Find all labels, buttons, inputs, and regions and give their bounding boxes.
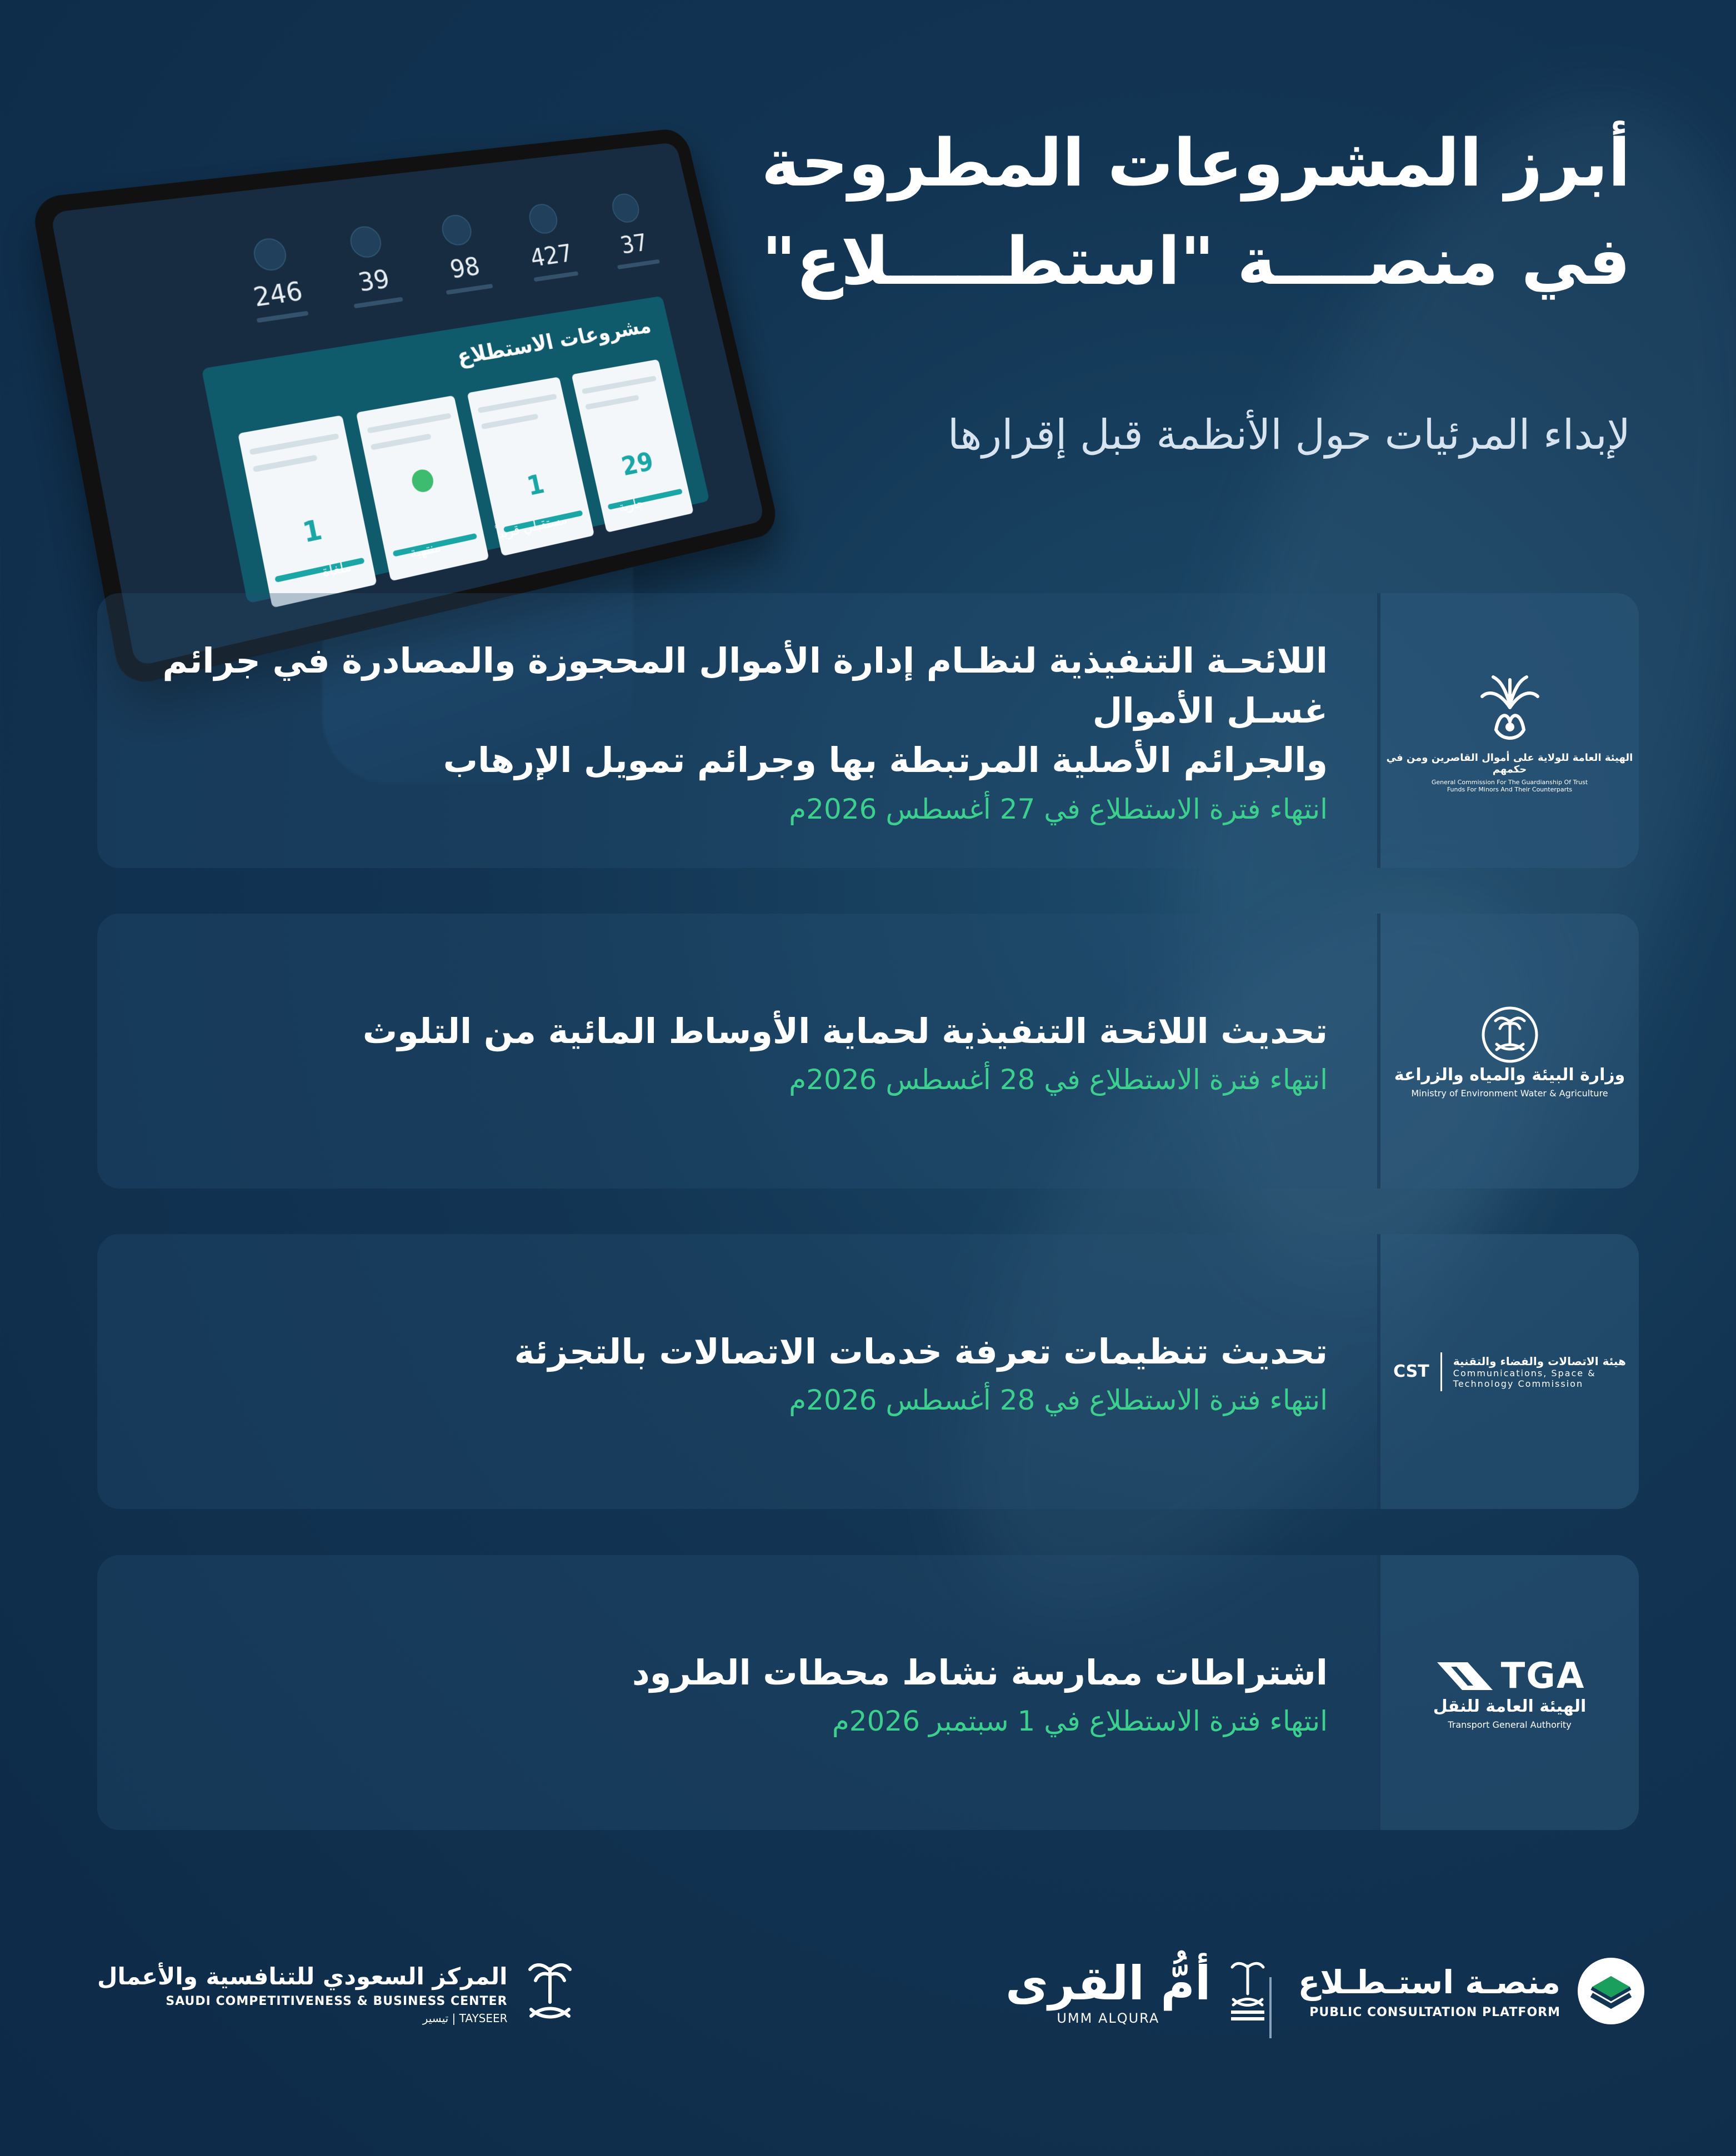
logo-english-name: General Commission For The Guardianship Of Trust Funds For Minors And Their Counterparts [1431,778,1588,793]
project-card-money-laundering[interactable] [97,593,1639,868]
card-text-area [106,1234,1328,1509]
footer-umm-alqura-logo [1005,1955,1270,2027]
logo-english-name: Ministry of Environment Water & Agriculture [1411,1087,1608,1099]
center-name-english: SAUDI COMPETITIVENESS & BUSINESS CENTER [166,1994,508,2008]
card-text-area [106,593,1328,868]
cst-logo-mark: CST [1393,1362,1429,1381]
stat-item [426,212,497,295]
center-tayseer-label: TAYSEER | تيسير [422,2012,508,2025]
center-logo-text [97,1963,508,2025]
stat-item [598,190,664,270]
page-title [742,114,1630,310]
card-title-line-2: والجرائم الأصلية المرتبطة بها وجرائم تمويل الإرهاب [443,740,1328,781]
footer-competitiveness-center-logo [97,1955,578,2033]
stat-icon [609,192,642,224]
tablet-screen [51,142,765,666]
stat-number: 39 [356,264,392,298]
page-title-line-2: في منصــــة "استطـــــلاع" [762,223,1630,299]
card-deadline: انتهاء فترة الاستطلاع في 28 أغسطس 2026م [789,1384,1328,1417]
card-title: تحديث تنظيمات تعرفة خدمات الاتصالات بالتجزئة [514,1331,1328,1372]
stat-item [237,235,313,324]
logo-arabic-name: هيئة الاتصالات والفضاء والتقنية [1453,1354,1626,1368]
card-deadline: انتهاء فترة الاستطلاع في 27 أغسطس 2026م [789,793,1328,826]
stats-row [237,190,664,323]
tab-upcoming[interactable]: مستقبلي قريباً [494,512,568,542]
saudi-emblem-icon [1225,1955,1270,2027]
environment-ministry-logo [1394,1004,1625,1099]
page-title-line-1: أبرز المشروعات المطروحة [761,124,1630,201]
stat-number: 427 [527,239,576,273]
umm-alqura-arabic: أمُّ القرى [1005,1956,1211,2010]
card-title: تحديث اللائحة التنفيذية لحماية الأوساط المائية من التلوث [362,1010,1328,1051]
platform-logo-text [1298,1963,1560,2019]
card-deadline: انتهاء فترة الاستطلاع في 1 سبتمبر 2026م [832,1705,1328,1738]
project-card[interactable] [238,415,377,608]
card-text-area [106,914,1328,1189]
stat-icon [526,202,560,235]
tga-logo-row [1434,1656,1585,1697]
tga-logo-icon [1433,1656,1587,1730]
project-card-number: 1 [524,468,547,502]
platform-emblem-icon [1575,1955,1647,2027]
footer-platform-logo [1298,1955,1647,2027]
stat-caption [446,284,493,295]
guardianship-commission-logo [1380,669,1639,793]
platform-name-english: PUBLIC CONSULTATION PLATFORM [1309,2005,1560,2019]
stat-icon [439,213,474,247]
project-card-number: 29 [618,446,657,482]
palm-swords-emblem-icon [1477,1004,1543,1065]
card-logo-area [1377,1555,1639,1830]
tab-cancelled[interactable]: ملغاة [321,558,353,581]
umm-alqura-text [1005,1956,1211,2026]
tga-logo-mark: TGA [1500,1655,1585,1697]
stat-icon [251,237,289,273]
platform-name-arabic: منصـة استـطـلاع [1298,1963,1560,2001]
stat-caption [257,311,309,323]
card-deadline: انتهاء فترة الاستطلاع في 28 أغسطس 2026م [789,1064,1328,1096]
stat-number: 37 [617,228,651,259]
project-card-water-pollution[interactable] [97,914,1639,1189]
leaf-icon [410,468,436,494]
project-card-number: 1 [299,513,325,550]
project-card-parcel-stations[interactable] [97,1555,1639,1830]
tab-ended[interactable]: منتهية [408,539,442,561]
card-text-area [106,1555,1328,1830]
tab-ongoing[interactable]: جارية [617,495,646,515]
palm-swords-logo-icon [522,1955,578,2033]
stat-item [514,201,582,283]
stat-number: 246 [251,275,306,313]
stat-caption [534,271,579,282]
stat-caption [354,297,403,309]
projects-panel [202,296,710,604]
projects-panel-title: مشروعات الاستطلاع [454,313,653,370]
stat-number: 98 [447,252,483,284]
logo-arabic-name: وزارة البيئة والمياه والزراعة [1394,1065,1625,1085]
project-card-telecom-tariff[interactable] [97,1234,1639,1509]
cst-logo-icon [1393,1352,1626,1391]
palm-crest-icon [1477,669,1543,752]
card-logo-area [1377,593,1639,868]
stat-item [334,223,407,309]
logo-divider [1440,1352,1442,1391]
card-logo-area [1377,1234,1639,1509]
umm-alqura-english: UMM ALQURA [1057,2010,1160,2026]
logo-english-name: Communications, Space & Technology Commission [1453,1367,1596,1389]
page-subtitle: لإبداء المرئيات حول الأنظمة قبل إقرارها [947,411,1630,459]
center-name-arabic: المركز السعودي للتنافسية والأعمال [97,1963,508,1990]
cst-logo-texts [1453,1355,1626,1389]
card-title-line-1: اللائحـة التنفيذية لنظـام إدارة الأموال المحجوزة والمصادرة في جرائم غسـل الأموال [162,640,1328,731]
logo-english-name: Transport General Authority [1448,1719,1572,1730]
tga-road-icon [1434,1657,1495,1696]
stat-caption [617,259,660,269]
stat-icon [347,224,384,259]
card-logo-area [1377,914,1639,1189]
card-title: اشتراطات ممارسة نشاط محطات الطرود [632,1652,1328,1693]
logo-arabic-name: الهيئة العامة للولاية على أموال القاصرين ومن في حكمهم [1386,751,1633,775]
logo-arabic-name: الهيئة العامة للنقل [1433,1696,1587,1716]
